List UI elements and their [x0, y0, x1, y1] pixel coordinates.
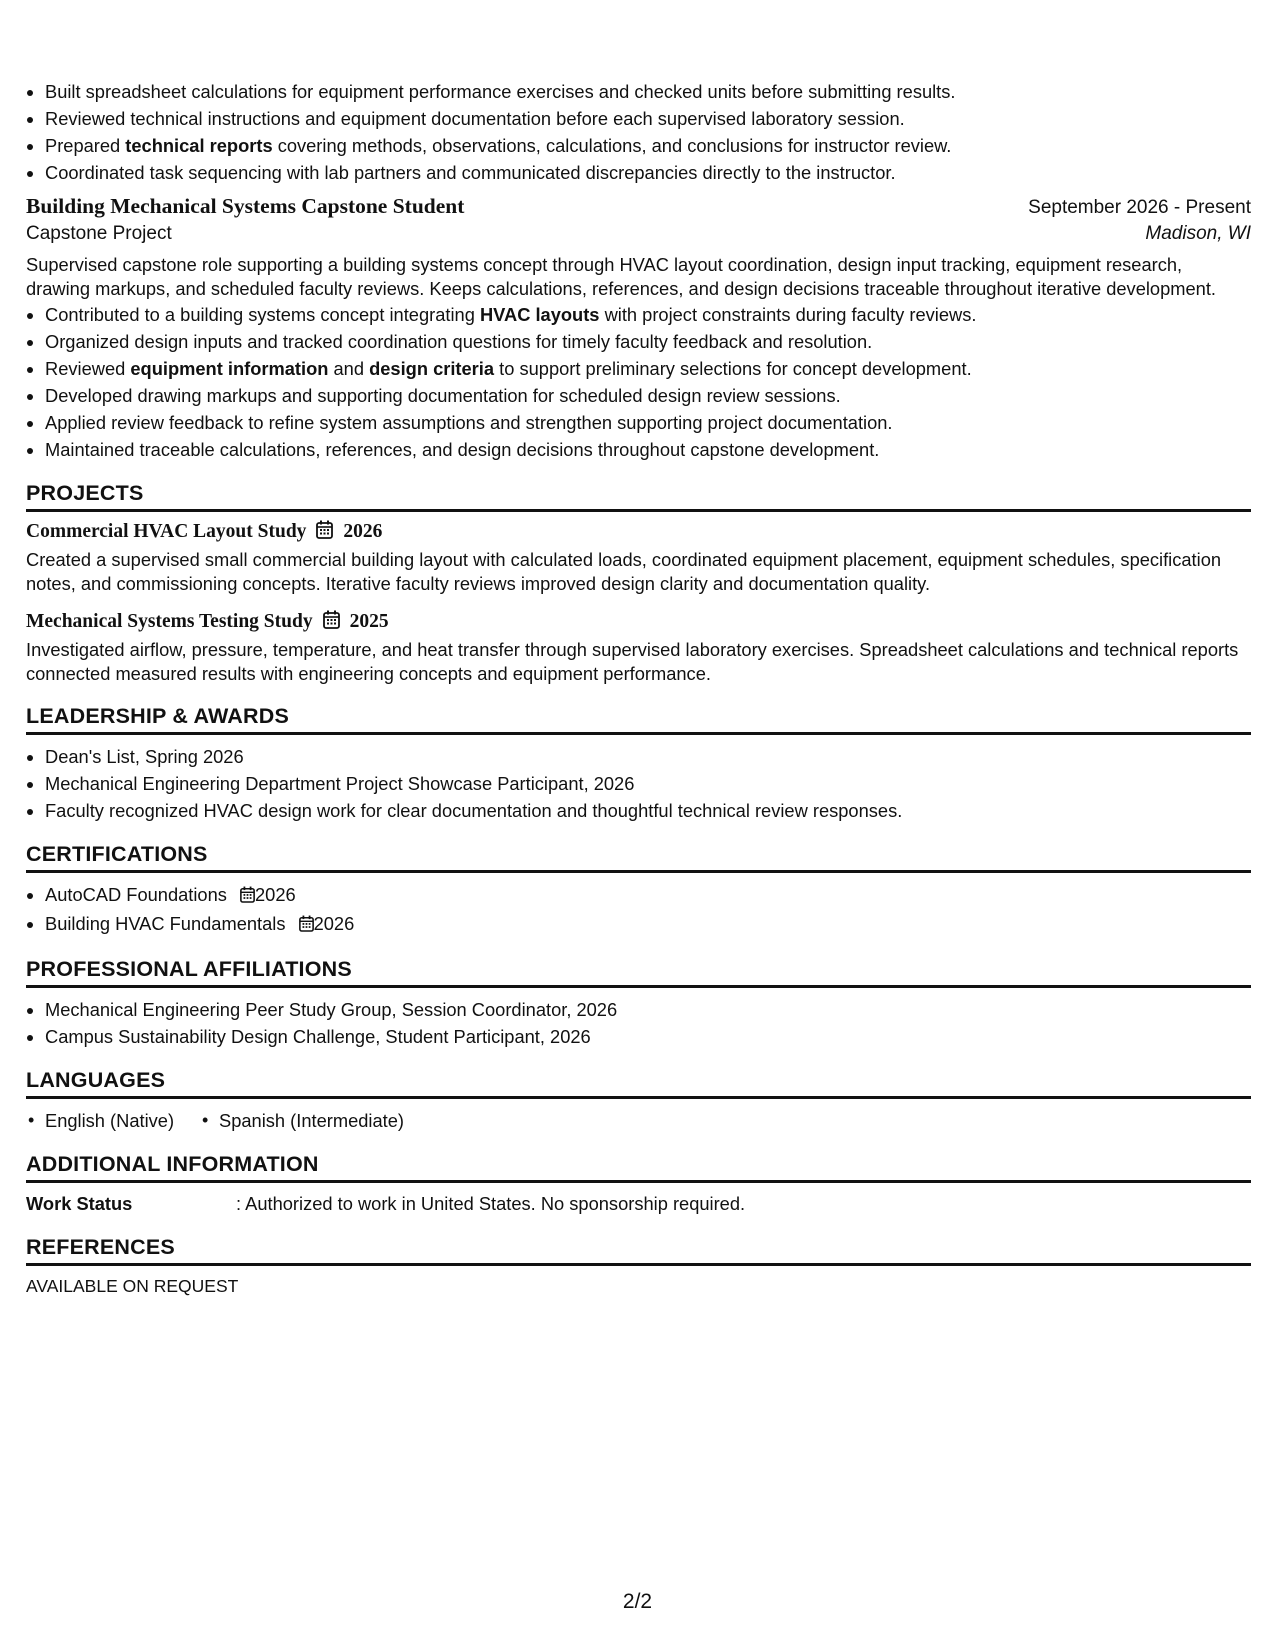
calendar-icon [240, 883, 255, 910]
project-year: 2025 [349, 611, 389, 632]
section-title-languages: LANGUAGES [26, 1068, 1251, 1099]
role-title: Building Mechanical Systems Capstone Student [26, 194, 465, 218]
list-item: • Faculty recognized HVAC design work for clear documentation and thoughtful technical review responses. [45, 797, 1251, 824]
project-entry [26, 520, 1251, 596]
certification-name: AutoCAD Foundations [45, 884, 227, 905]
list-item: • Coordinated task sequencing with lab partners and communicated discrepancies directly to the instructor. [45, 159, 1251, 186]
project-description: Investigated airflow, pressure, temperature, and heat transfer through supervised laboratory exercises. Spreadsheet calculations and technical reports connected measured results with engineering concepts and equipment performance. [26, 639, 1239, 684]
list-item: • Organized design inputs and tracked coordination questions for timely faculty feedback and resolution. [45, 328, 1251, 355]
list-item [45, 881, 1251, 910]
resume-page [26, 78, 1251, 1298]
languages-list [26, 1107, 1251, 1134]
capstone-entry [26, 194, 1251, 463]
section-title-certifications: CERTIFICATIONS [26, 842, 1251, 873]
capstone-bullet-list [26, 301, 1251, 463]
page-number: 2/2 [622, 1590, 653, 1613]
list-item: • Prepared technical reports covering methods, observations, calculations, and conclusions for instructor review. [45, 132, 1251, 159]
list-item: • Mechanical Engineering Department Project Showcase Participant, 2026 [45, 770, 1251, 797]
role-summary: Supervised capstone role supporting a building systems concept through HVAC layout coordination, design input tracking, equipment research, drawing markups, and scheduled faculty reviews. Keeps calculations, references, and design decisions traceable throughout iterative development. [26, 254, 1216, 299]
list-item: • Reviewed equipment information and design criteria to support preliminary selections for concept development. [45, 355, 1251, 382]
list-item: • English (Native) [26, 1107, 174, 1134]
work-status-value: : Authorized to work in United States. No sponsorship required. [236, 1193, 746, 1214]
project-year: 2026 [343, 521, 383, 542]
section-title-additional: ADDITIONAL INFORMATION [26, 1152, 1251, 1183]
section-title-projects: PROJECTS [26, 481, 1251, 512]
list-item [45, 910, 1251, 939]
section-title-leadership: LEADERSHIP & AWARDS [26, 704, 1251, 735]
list-item: • Applied review feedback to refine system assumptions and strengthen supporting project documentation. [45, 409, 1251, 436]
calendar-icon [299, 912, 314, 939]
project-title: Commercial HVAC Layout Study [26, 521, 307, 542]
certification-name: Building HVAC Fundamentals [45, 913, 286, 934]
certification-year: 2026 [255, 884, 296, 905]
certifications-list [26, 881, 1251, 939]
work-status-label: Work Status [26, 1193, 133, 1214]
project-description: Created a supervised small commercial building layout with calculated loads, coordinated equipment placement, equipment schedules, specification notes, and commissioning concepts. Iterative faculty reviews improved design clarity and documentation quality. [26, 549, 1222, 594]
list-item: • Maintained traceable calculations, references, and design decisions throughout capstone development. [45, 436, 1251, 463]
list-item: • Dean's List, Spring 2026 [45, 743, 1251, 770]
section-title-affiliations: PROFESSIONAL AFFILIATIONS [26, 957, 1251, 988]
list-item: • Mechanical Engineering Peer Study Group, Session Coordinator, 2026 [45, 996, 1251, 1023]
experience-bullet-list [26, 78, 1251, 186]
role-location: Madison, WI [1145, 223, 1251, 244]
role-dates: September 2026 - Present [1028, 197, 1251, 218]
list-item: • Reviewed technical instructions and equipment documentation before each supervised laboratory session. [45, 105, 1251, 132]
list-item: • Developed drawing markups and supporting documentation for scheduled design review sessions. [45, 382, 1251, 409]
references-text: AVAILABLE ON REQUEST [26, 1276, 239, 1296]
affiliations-list [26, 996, 1251, 1050]
calendar-icon [316, 520, 333, 544]
list-item: • Campus Sustainability Design Challenge, Student Participant, 2026 [45, 1023, 1251, 1050]
calendar-icon [323, 610, 340, 634]
certification-year: 2026 [313, 913, 355, 934]
project-title: Mechanical Systems Testing Study [26, 611, 313, 632]
role-subtitle: Capstone Project [26, 223, 172, 244]
section-title-references: REFERENCES [26, 1235, 1251, 1266]
list-item: • Built spreadsheet calculations for equipment performance exercises and checked units before submitting results. [45, 78, 1251, 105]
list-item: • Contributed to a building systems concept integrating HVAC layouts with project constraints during faculty reviews. [45, 301, 1251, 328]
project-entry [26, 610, 1251, 686]
leadership-list [26, 743, 1251, 824]
list-item: • Spanish (Intermediate) [200, 1107, 404, 1134]
work-status-row [26, 1191, 1251, 1217]
